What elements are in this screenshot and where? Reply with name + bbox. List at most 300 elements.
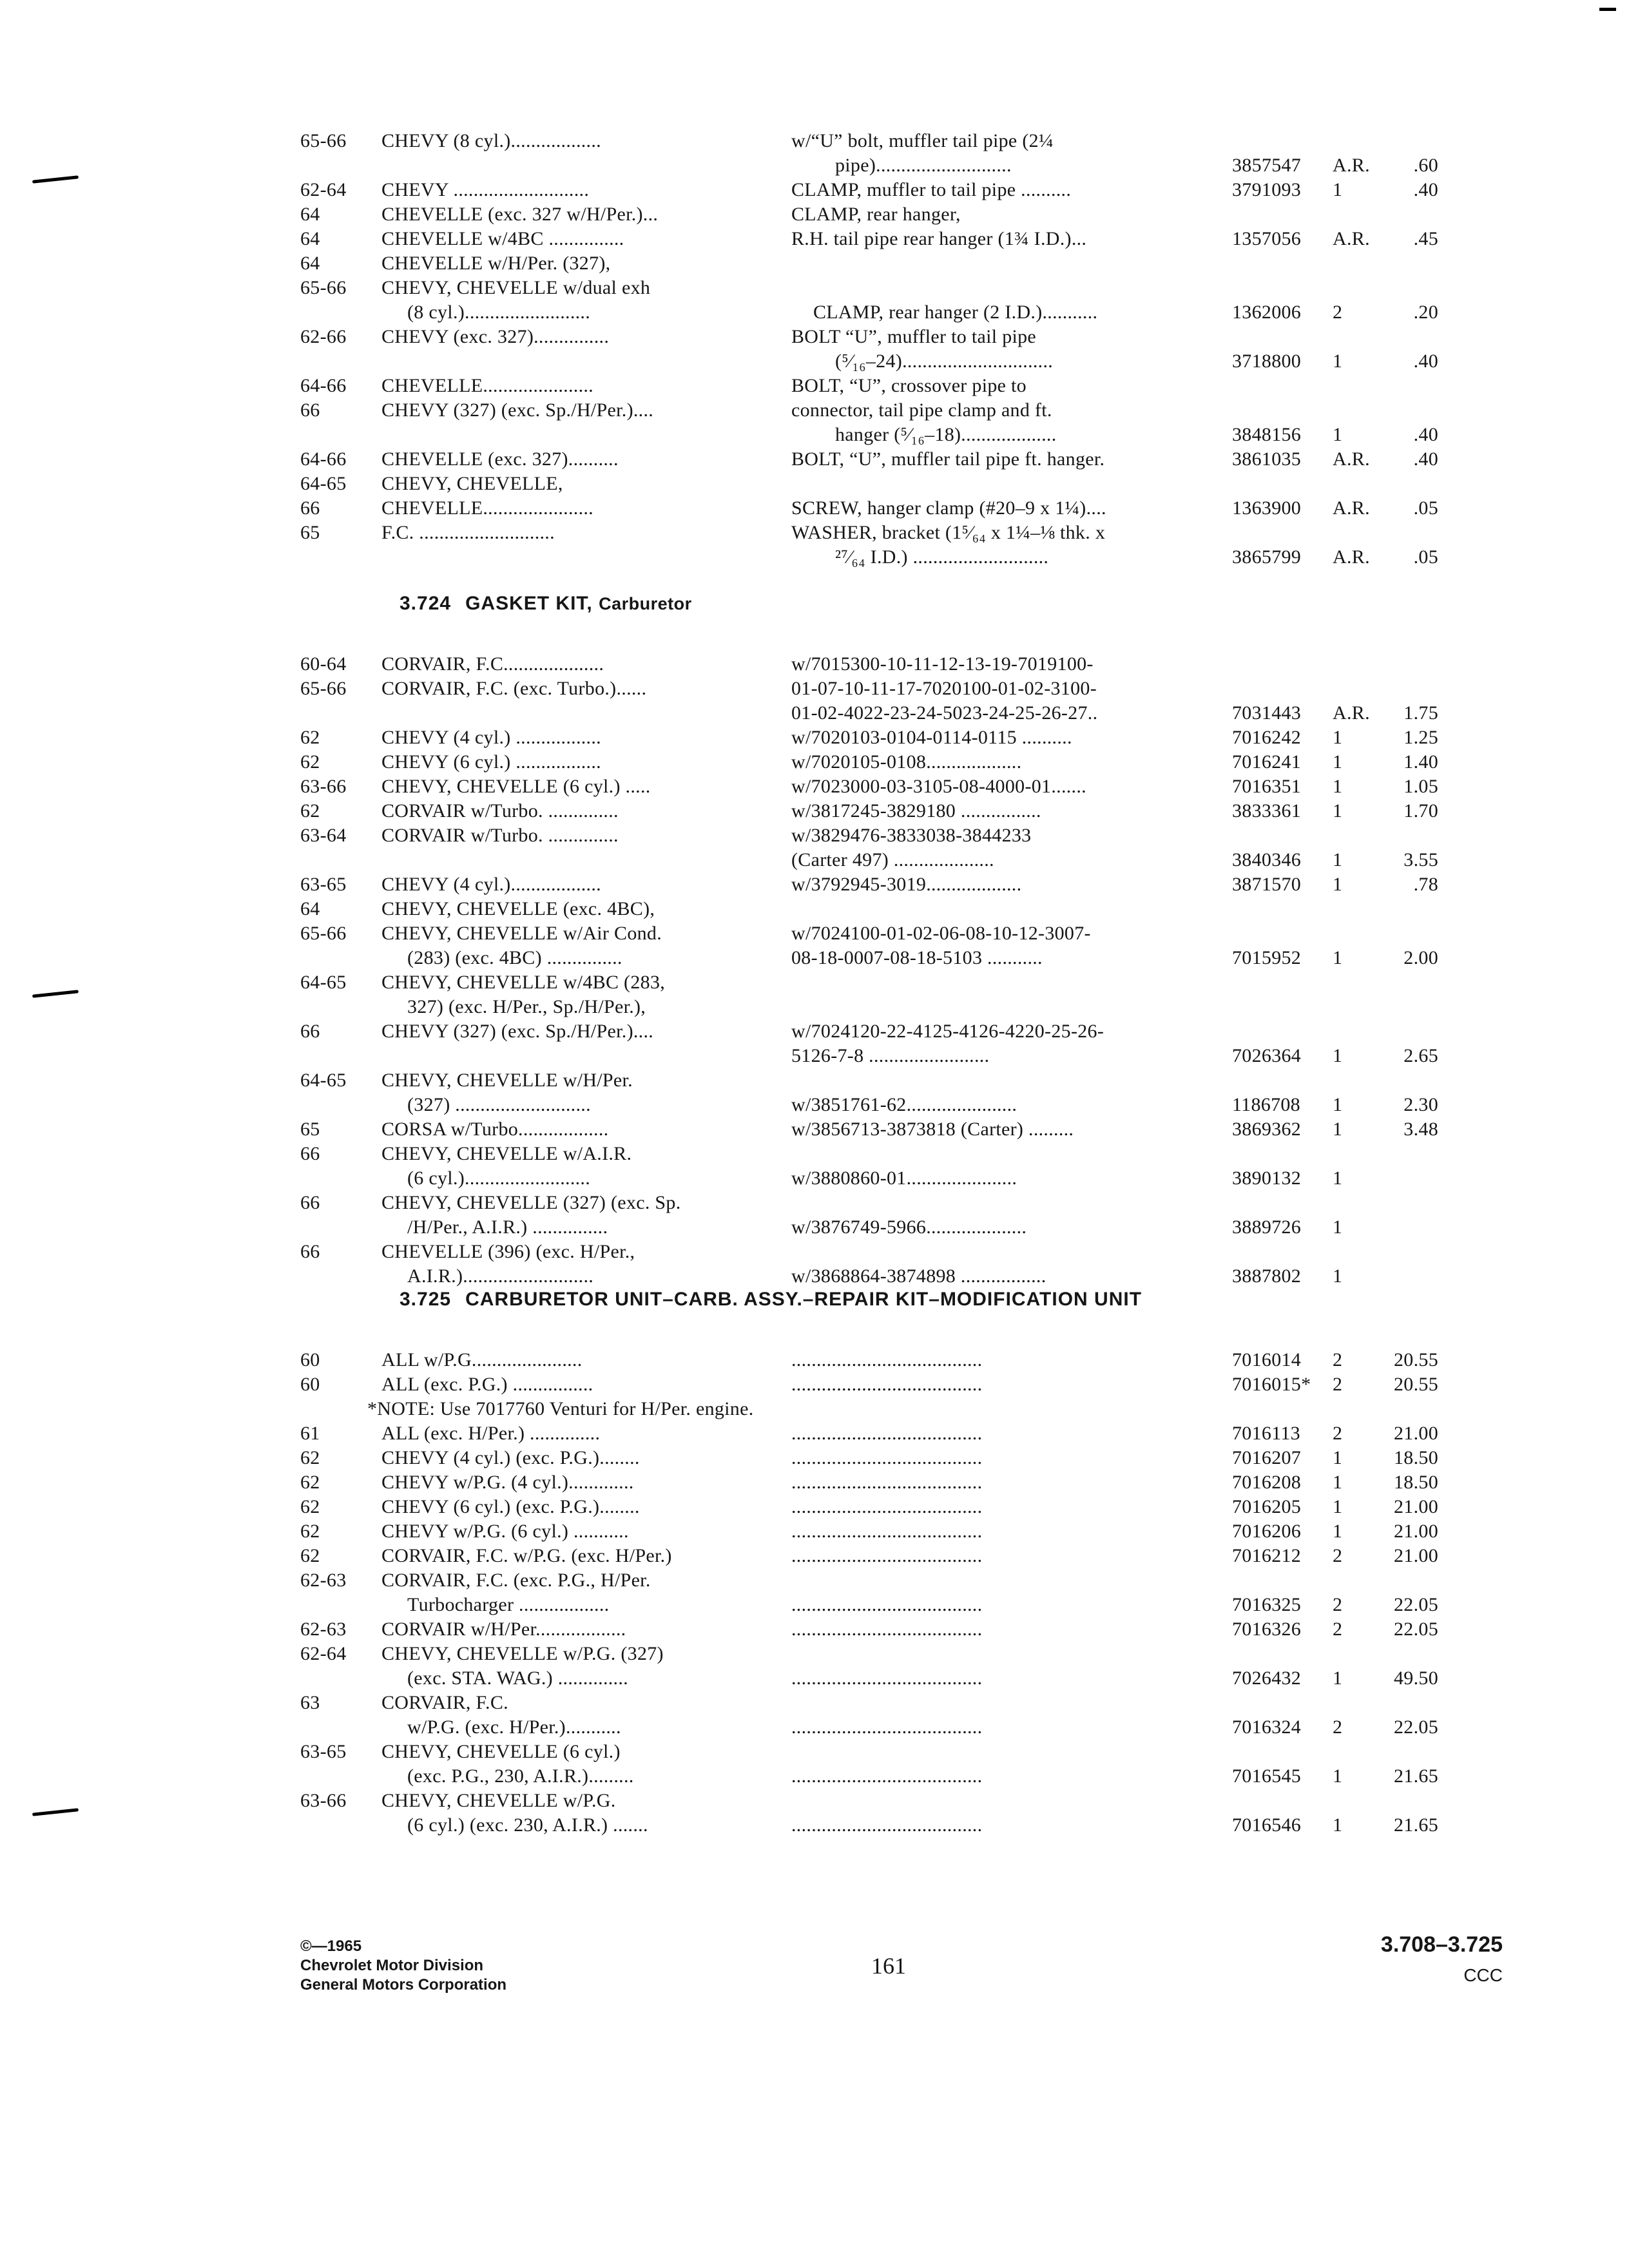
section-heading: GASKET KIT, [465,593,593,614]
part-number: 7016351 [1232,776,1302,797]
price: 20.55 [1394,1374,1438,1395]
year-range: 66 [300,1192,320,1213]
model-application: CHEVY, CHEVELLE w/H/Per. [381,1070,633,1091]
model-application: CORVAIR, F.C. (exc. P.G., H/Per. [381,1570,651,1591]
catalog-row [0,1191,1629,1215]
part-description: ...................................... [791,1594,983,1615]
model-application: CHEVY w/P.G. (4 cyl.)............. [381,1472,634,1493]
year-range: 64-65 [300,1070,347,1091]
part-number: 7016242 [1232,727,1302,748]
part-number: 3718800 [1232,351,1302,372]
part-description: w/7020103-0104-0114-0115 .......... [791,727,1072,748]
year-range: 64 [300,898,320,919]
section-heading: CARBURETOR UNIT–CARB. ASSY.–REPAIR KIT–MODIFICATION UNIT [465,1289,1142,1310]
model-application: CHEVY (8 cyl.).................. [381,130,601,151]
year-range: 62 [300,727,320,748]
catalog-row [0,1568,1629,1593]
model-application: CHEVY, CHEVELLE (6 cyl.) [381,1741,621,1762]
year-range: 62 [300,751,320,773]
part-number: 7016206 [1232,1521,1302,1542]
model-application: CHEVY, CHEVELLE (327) (exc. Sp. [381,1192,681,1213]
year-range: 60 [300,1349,320,1370]
quantity: A.R. [1333,702,1370,724]
quantity: 2 [1333,1619,1343,1640]
price: .40 [1413,424,1438,445]
model-application: CORVAIR w/Turbo. .............. [381,800,619,822]
quantity: 1 [1333,351,1343,372]
model-application: w/P.G. (exc. H/Per.)........... [407,1716,621,1738]
model-application: 327) (exc. H/Per., Sp./H/Per.), [407,996,646,1017]
part-description: ...................................... [791,1374,983,1395]
part-description: w/3876749-5966.................... [791,1216,1027,1238]
year-range: 60-64 [300,653,347,675]
part-number: 7015952 [1232,947,1302,968]
price: 18.50 [1394,1447,1438,1468]
catalog-row [0,325,1629,349]
part-description: w/3817245-3829180 ................ [791,800,1041,822]
catalog-row [0,178,1629,202]
year-range: 65 [300,522,320,543]
catalog-row [0,545,1629,570]
catalog-row [0,1044,1629,1068]
quantity: 1 [1333,1765,1343,1787]
year-range: 63-64 [300,825,347,846]
part-description: w/7020105-0108................... [791,751,1022,773]
model-application: CHEVY (4 cyl.) ................. [381,727,601,748]
part-number: 7016241 [1232,751,1302,773]
model-application: (6 cyl.)......................... [407,1168,591,1189]
catalog-row [0,398,1629,423]
part-description: ...................................... [791,1423,983,1444]
part-number: 3869362 [1232,1119,1302,1140]
price: 20.55 [1394,1349,1438,1370]
model-application: ALL (exc. H/Per.) .............. [381,1423,601,1444]
model-application: (exc. P.G., 230, A.I.R.)......... [407,1765,634,1787]
model-application: Turbocharger .................. [407,1594,610,1615]
year-range: 62 [300,1447,320,1468]
price: 22.05 [1394,1716,1438,1738]
quantity: 1 [1333,1094,1343,1115]
catalog-row [0,300,1629,325]
quantity: 2 [1333,1545,1343,1566]
part-description: w/3868864-3874898 ................. [791,1265,1046,1287]
part-number: 3861035 [1232,448,1302,470]
catalog-row [0,1544,1629,1568]
part-number: 1357056 [1232,228,1302,249]
price: 1.40 [1403,751,1438,773]
model-application: CHEVY (327) (exc. Sp./H/Per.).... [381,399,654,421]
model-application: CORVAIR, F.C. w/P.G. (exc. H/Per.) [381,1545,672,1566]
catalog-row [0,1372,1629,1397]
model-application: CHEVY, CHEVELLE w/A.I.R. [381,1143,632,1164]
part-description: BOLT, “U”, muffler tail pipe ft. hanger. [791,448,1105,470]
year-range: 62-64 [300,179,347,200]
catalog-row [0,701,1629,726]
quantity: A.R. [1333,546,1370,568]
quantity: 1 [1333,1667,1343,1689]
catalog-row [0,799,1629,823]
catalog-row [0,1348,1629,1372]
quantity: 2 [1333,1423,1343,1444]
catalog-row [0,129,1629,153]
catalog-row [0,276,1629,300]
catalog-row [0,823,1629,848]
catalog-row [0,995,1629,1019]
part-number: 7031443 [1232,702,1302,724]
page-number: 161 [871,1953,906,1979]
catalog-row [0,1642,1629,1666]
part-description: connector, tail pipe clamp and ft. [791,399,1052,421]
price: 3.55 [1403,849,1438,870]
catalog-row [0,227,1629,251]
model-application: CHEVELLE...................... [381,375,593,396]
part-description: hanger (⁵⁄₁₆–18)................... [835,424,1057,445]
model-application: CHEVY (4 cyl.) (exc. P.G.)........ [381,1447,640,1468]
part-description: ...................................... [791,1472,983,1493]
part-description: ...................................... [791,1349,983,1370]
part-description: w/3880860-01...................... [791,1168,1017,1189]
model-application: CHEVY (exc. 327)............... [381,326,610,347]
catalog-row [0,848,1629,872]
quantity: 1 [1333,800,1343,822]
part-description: ...................................... [791,1496,983,1517]
part-number: 3865799 [1232,546,1302,568]
quantity: 2 [1333,1374,1343,1395]
quantity: 1 [1333,874,1343,895]
part-number: 7016325 [1232,1594,1302,1615]
quantity: 1 [1333,179,1343,200]
part-description: w/7023000-03-3105-08-4000-01....... [791,776,1086,797]
part-description: w/7015300-10-11-12-13-19-7019100- [791,653,1094,675]
year-range: 64-65 [300,473,347,494]
model-application: CHEVY, CHEVELLE (6 cyl.) ..... [381,776,651,797]
part-description: ...................................... [791,1545,983,1566]
quantity: 2 [1333,1716,1343,1738]
year-range: 62-63 [300,1619,347,1640]
catalog-note [0,1397,1629,1421]
part-description: ...................................... [791,1667,983,1689]
catalog-row [0,374,1629,398]
catalog-row [0,423,1629,447]
model-application: CHEVY, CHEVELLE w/4BC (283, [381,972,666,993]
model-application: ALL (exc. P.G.) ................ [381,1374,593,1395]
model-application: CHEVY w/P.G. (6 cyl.) ........... [381,1521,629,1542]
part-number: 7016208 [1232,1472,1302,1493]
part-description: ²⁷⁄₆₄ I.D.) ........................... [835,546,1049,568]
parts-table [0,129,1629,570]
model-application: CHEVY, CHEVELLE, [381,473,563,494]
part-number: 7016207 [1232,1447,1302,1468]
price: 3.48 [1403,1119,1438,1140]
price: 1.70 [1403,800,1438,822]
part-description: ...................................... [791,1814,983,1836]
quantity: 1 [1333,1814,1343,1836]
catalog-row [0,349,1629,374]
catalog-row [0,726,1629,750]
section-title [400,1289,1142,1311]
model-application: CHEVY ........................... [381,179,590,200]
quantity: 1 [1333,1447,1343,1468]
year-range: 65-66 [300,277,347,298]
part-number: 7016205 [1232,1496,1302,1517]
catalog-row [0,1093,1629,1117]
model-application: CHEVY (6 cyl.) (exc. P.G.)........ [381,1496,640,1517]
quantity: A.R. [1333,228,1370,249]
copyright: ©—1965 [300,1937,362,1955]
publisher-block [300,1937,506,1995]
part-description: ...................................... [791,1716,983,1738]
price: .40 [1413,448,1438,470]
part-number: 7026432 [1232,1667,1302,1689]
quantity: 2 [1333,302,1343,323]
price: 21.65 [1394,1814,1438,1836]
price: 1.25 [1403,727,1438,748]
part-description: ...................................... [791,1619,983,1640]
quantity: A.R. [1333,448,1370,470]
part-number: 7016545 [1232,1765,1302,1787]
part-number: 7016014 [1232,1349,1302,1370]
catalog-row [0,1117,1629,1142]
quantity: 1 [1333,751,1343,773]
part-number: 7016324 [1232,1716,1302,1738]
part-number: 7016015* [1232,1374,1311,1395]
section-number: 3.725 [400,1289,452,1310]
catalog-row [0,872,1629,897]
price: .20 [1413,302,1438,323]
section-range: 3.708–3.725 [1380,1932,1503,1957]
price: 2.00 [1403,947,1438,968]
part-description: 08-18-0007-08-18-5103 ........... [791,947,1043,968]
catalog-row [0,1617,1629,1642]
year-range: 64 [300,253,320,274]
part-number: 7016113 [1232,1423,1300,1444]
catalog-row [0,1421,1629,1446]
part-description: R.H. tail pipe rear hanger (1¾ I.D.)... [791,228,1087,249]
model-application: CHEVELLE w/H/Per. (327), [381,253,611,274]
corporation-name: General Motors Corporation [300,1976,507,1994]
price: 22.05 [1394,1619,1438,1640]
model-application: CORVAIR w/Turbo. .............. [381,825,619,846]
year-range: 62 [300,1545,320,1566]
model-application: A.I.R.).......................... [407,1265,594,1287]
part-description: w/3829476-3833038-3844233 [791,825,1032,846]
price: 2.30 [1403,1094,1438,1115]
part-description: BOLT, “U”, crossover pipe to [791,375,1027,396]
year-range: 64 [300,228,320,249]
model-application: CORVAIR w/H/Per.................. [381,1619,626,1640]
catalog-row [0,1764,1629,1789]
model-application: CHEVY (327) (exc. Sp./H/Per.).... [381,1021,654,1042]
model-application: (6 cyl.) (exc. 230, A.I.R.) ....... [407,1814,648,1836]
part-number: 3833361 [1232,800,1302,822]
section-title [400,593,692,615]
year-range: 64-65 [300,972,347,993]
part-description: w/3792945-3019................... [791,874,1022,895]
year-range: 65 [300,1119,320,1140]
year-range: 66 [300,497,320,519]
year-range: 66 [300,399,320,421]
quantity: 1 [1333,1472,1343,1493]
catalog-code: CCC [1463,1965,1503,1985]
price: .40 [1413,351,1438,372]
catalog-row [0,1666,1629,1691]
catalog-row [0,153,1629,178]
year-range: 62-63 [300,1570,347,1591]
part-description: w/7024120-22-4125-4126-4220-25-26- [791,1021,1104,1042]
parts-table [0,1348,1629,1838]
part-number: 1186708 [1232,1094,1300,1115]
year-range: 62 [300,1496,320,1517]
quantity: 1 [1333,1521,1343,1542]
part-description: CLAMP, muffler to tail pipe .......... [791,179,1072,200]
part-description: ...................................... [791,1447,983,1468]
catalog-row [0,1142,1629,1166]
parts-table [0,652,1629,1289]
quantity: A.R. [1333,155,1370,176]
model-application: CHEVY, CHEVELLE (exc. 4BC), [381,898,655,919]
model-application: /H/Per., A.I.R.) ............... [407,1216,608,1238]
part-number: 3887802 [1232,1265,1302,1287]
price: 21.00 [1394,1521,1438,1542]
part-description: w/3851761-62...................... [791,1094,1017,1115]
part-description: ...................................... [791,1521,983,1542]
part-number: 1363900 [1232,497,1302,519]
part-number: 7026364 [1232,1045,1302,1066]
year-range: 66 [300,1143,320,1164]
model-application: CORVAIR, F.C. [381,1692,508,1713]
part-number: 3889726 [1232,1216,1302,1238]
part-description: CLAMP, rear hanger (2 I.D.)........... [813,302,1098,323]
year-range: 62 [300,1472,320,1493]
model-application: CORVAIR, F.C. (exc. Turbo.)...... [381,678,647,699]
year-range: 61 [300,1423,320,1444]
year-range: 64 [300,204,320,225]
part-number: 3871570 [1232,874,1302,895]
quantity: 1 [1333,1168,1343,1189]
catalog-row [0,251,1629,276]
catalog-row [0,1470,1629,1495]
catalog-row [0,921,1629,946]
part-number: 7016546 [1232,1814,1302,1836]
year-range: 63 [300,1692,320,1713]
part-description: 01-07-10-11-17-7020100-01-02-3100- [791,678,1097,699]
note-text: *NOTE: Use 7017760 Venturi for H/Per. engine. [367,1398,754,1419]
part-number: 3840346 [1232,849,1302,870]
part-number: 7016326 [1232,1619,1302,1640]
catalog-row [0,677,1629,701]
part-description: w/“U” bolt, muffler tail pipe (2¼ [791,130,1054,151]
model-application: (8 cyl.)......................... [407,302,591,323]
model-application: CHEVELLE...................... [381,497,593,519]
price: .40 [1413,179,1438,200]
price: 1.05 [1403,776,1438,797]
year-range: 65-66 [300,923,347,944]
model-application: CHEVELLE (396) (exc. H/Per., [381,1241,635,1262]
year-range: 63-66 [300,1790,347,1811]
model-application: CHEVELLE (exc. 327).......... [381,448,619,470]
part-description: SCREW, hanger clamp (#20–9 x 1¼).... [791,497,1106,519]
model-application: CHEVELLE w/4BC ............... [381,228,624,249]
quantity: 1 [1333,1119,1343,1140]
model-application: ALL w/P.G...................... [381,1349,583,1370]
part-number: 3791093 [1232,179,1302,200]
part-description: BOLT “U”, muffler to tail pipe [791,326,1037,347]
model-application: F.C. ........................... [381,522,555,543]
part-description: (⁵⁄₁₆–24).............................. [835,351,1054,372]
price: .05 [1413,497,1438,519]
catalog-row [0,652,1629,677]
year-range: 65-66 [300,130,347,151]
price: 22.05 [1394,1594,1438,1615]
price: 49.50 [1394,1667,1438,1689]
price: 21.00 [1394,1545,1438,1566]
part-description: CLAMP, rear hanger, [791,204,961,225]
catalog-row [0,774,1629,799]
catalog-row [0,897,1629,921]
year-range: 66 [300,1021,320,1042]
catalog-row [0,1240,1629,1264]
year-range: 63-66 [300,776,347,797]
model-application: CORVAIR, F.C.................... [381,653,604,675]
part-description: w/3856713-3873818 (Carter) ......... [791,1119,1074,1140]
catalog-row [0,1019,1629,1044]
catalog-row [0,1715,1629,1740]
price: .78 [1413,874,1438,895]
year-range: 66 [300,1241,320,1262]
catalog-row [0,1813,1629,1838]
catalog-row [0,1789,1629,1813]
part-description: 01-02-4022-23-24-5023-24-25-26-27.. [791,702,1098,724]
quantity: 1 [1333,1045,1343,1066]
catalog-row [0,970,1629,995]
price: 21.00 [1394,1496,1438,1517]
price: 21.65 [1394,1765,1438,1787]
section-number: 3.724 [400,593,452,614]
year-range: 62-66 [300,326,347,347]
year-range: 62 [300,1521,320,1542]
part-description: w/7024100-01-02-06-08-10-12-3007- [791,923,1091,944]
year-range: 65-66 [300,678,347,699]
quantity: A.R. [1333,497,1370,519]
year-range: 64-66 [300,448,347,470]
part-number: 1362006 [1232,302,1302,323]
quantity: 1 [1333,947,1343,968]
price: 2.65 [1403,1045,1438,1066]
model-application: CHEVY, CHEVELLE w/P.G. [381,1790,616,1811]
catalog-row [0,447,1629,472]
model-application: CHEVY, CHEVELLE w/Air Cond. [381,923,662,944]
model-application: CHEVY, CHEVELLE w/P.G. (327) [381,1643,664,1664]
model-application: CHEVY, CHEVELLE w/dual exh [381,277,651,298]
quantity: 1 [1333,1216,1343,1238]
catalog-row [0,1264,1629,1289]
year-range: 60 [300,1374,320,1395]
part-number: 3857547 [1232,155,1302,176]
section-range-block [1381,1930,1503,1988]
year-range: 64-66 [300,375,347,396]
part-description: 5126-7-8 ........................ [791,1045,990,1066]
catalog-row [0,1446,1629,1470]
price: 1.75 [1403,702,1438,724]
part-description: (Carter 497) .................... [791,849,994,870]
catalog-row [0,1068,1629,1093]
model-application: (exc. STA. WAG.) .............. [407,1667,628,1689]
price: .05 [1413,546,1438,568]
year-range: 63-65 [300,874,347,895]
model-application: (283) (exc. 4BC) ............... [407,947,622,968]
catalog-row [0,521,1629,545]
model-application: CHEVY (6 cyl.) ................. [381,751,601,773]
